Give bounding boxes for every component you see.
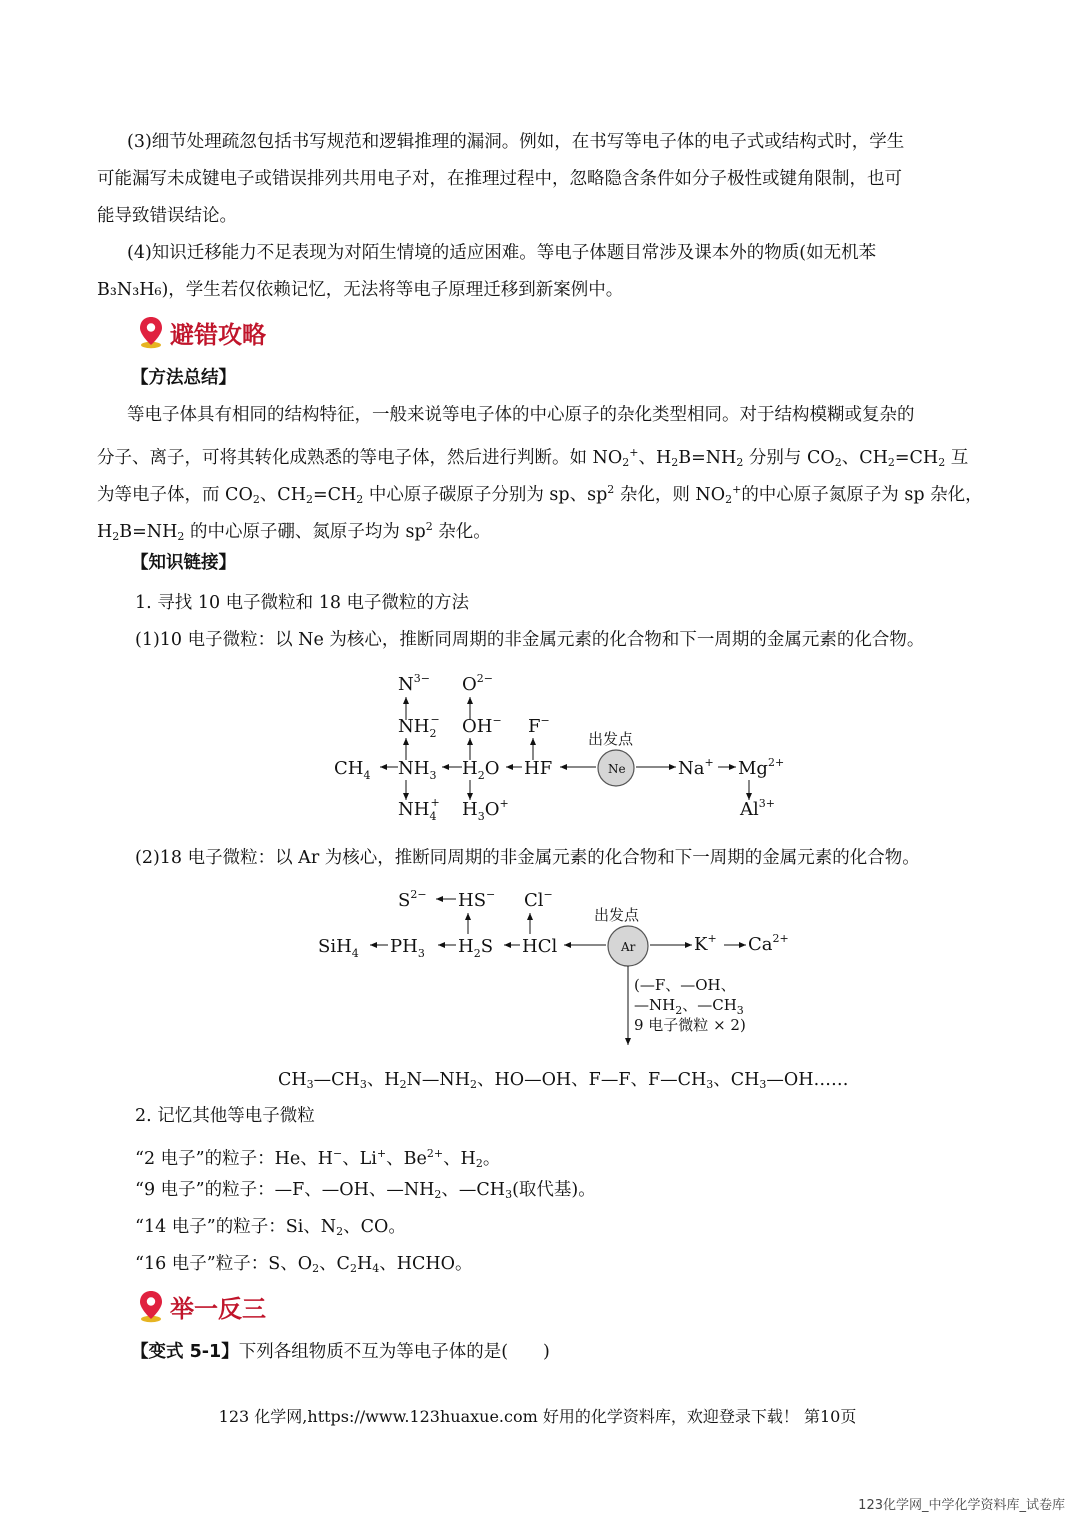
start-point-label: 出发点 bbox=[594, 906, 640, 924]
hcl-label: HCl bbox=[522, 936, 558, 957]
k-label: K+ bbox=[694, 932, 717, 955]
oh-label: OH− bbox=[462, 714, 502, 737]
hf-label: HF bbox=[524, 758, 553, 779]
method-summary-label: 【方法总结】 bbox=[131, 368, 236, 388]
h2o-label: $H_2O$ bbox=[462, 758, 500, 782]
eighteen-electron-examples: $CH_3—CH_3$、$H_2N—NH_2$、HO—OH、F—F、$F—CH_3$、$CH_3—OH\dots\dots$ bbox=[278, 1070, 849, 1091]
substituent-note-3: 9 电子微粒 × 2) bbox=[634, 1016, 746, 1034]
o2-label: $O^{2-}$ bbox=[462, 672, 493, 695]
f-label: F− bbox=[528, 714, 550, 737]
eighteen-electron-diagram bbox=[310, 878, 810, 1053]
ch4-label: $CH_4$ bbox=[334, 758, 371, 782]
watermark-corner-text: 123化学网_中学化学资料库_试卷库 bbox=[858, 1498, 1065, 1513]
ca-label: $Ca^{2+}$ bbox=[748, 932, 789, 955]
ar-core-label: Ar bbox=[621, 940, 636, 954]
knowledge-item-2: 2. 记忆其他等电子微粒 bbox=[135, 1106, 315, 1126]
sih4-label: SiH$_4$ bbox=[318, 936, 359, 960]
paragraph-4-line-2: B₃N₃H₆)，学生若仅依赖记忆，无法将等电子原理迁移到新案例中。 bbox=[97, 280, 624, 300]
two-electron-list: “2 电子”的粒子：He、H−、Li+、$Be^{2+}$、$H_2$。 bbox=[135, 1147, 501, 1170]
paragraph-3-line-2: 可能漏写未成键电子或错误排列共用电子对，在推理过程中，忽略隐含条件如分子极性或键角限制，也可 bbox=[97, 169, 902, 189]
h3o-label: $H_3O^+$ bbox=[462, 797, 509, 823]
knowledge-link-label: 【知识链接】 bbox=[131, 553, 236, 573]
paragraph-3-line-1: (3)细节处理疏忽包括书写规范和逻辑推理的漏洞。例如，在书写等电子体的电子式或结构式时，学生 bbox=[127, 132, 905, 152]
nh2-label: $NH_2-$ bbox=[398, 713, 440, 740]
hs-label: HS− bbox=[458, 888, 496, 911]
sixteen-electron-list: “16 电子”粒子：S、$O_2$、$C_2H_4$、HCHO。 bbox=[135, 1254, 473, 1275]
start-point-label: 出发点 bbox=[588, 730, 634, 748]
knowledge-item-1: 1. 寻找 10 电子微粒和 18 电子微粒的方法 bbox=[135, 593, 470, 613]
exercise-5-1: 【变式 5-1】下列各组物质不互为等电子体的是( ) bbox=[131, 1342, 550, 1362]
knowledge-item-1a: (1)10 电子微粒：以 Ne 为核心，推断同周期的非金属元素的化合物和下一周期的金属元素的化合物。 bbox=[135, 630, 925, 650]
s2-label: $S^{2-}$ bbox=[398, 888, 427, 911]
mg-label: $Mg^{2+}$ bbox=[738, 756, 785, 779]
knowledge-item-1b: (2)18 电子微粒：以 Ar 为核心，推断同周期的非金属元素的化合物和下一周期的金属元素的化合物。 bbox=[135, 848, 920, 868]
paragraph-3-line-3: 能导致错误结论。 bbox=[97, 206, 237, 226]
section-title: 举一反三 bbox=[170, 1294, 266, 1323]
section-title: 避错攻略 bbox=[170, 320, 266, 349]
al-label: $Al^{3+}$ bbox=[740, 797, 775, 820]
method-line-3: 为等电子体，而 $CO_2$、$CH_2=CH_2$ 中心原子碳原子分别为 sp、$sp^2$ 杂化，则 $NO_2^+$的中心原子氮原子为 sp 杂化， bbox=[97, 483, 983, 506]
method-line-4: $H_2B=NH_2$ 的中心原子硼、氮原子均为 $sp^2$ 杂化。 bbox=[97, 520, 491, 543]
section-header-practice bbox=[138, 1288, 266, 1324]
section-header-avoid-errors bbox=[138, 314, 266, 350]
method-line-1: 等电子体具有相同的结构特征，一般来说等电子体的中心原子的杂化类型相同。对于结构模糊或复杂的 bbox=[127, 405, 915, 425]
substituent-note-1: (—F、—OH、 bbox=[634, 976, 736, 994]
paragraph-4-line-1: (4)知识迁移能力不足表现为对陌生情境的适应困难。等电子体题目常涉及课本外的物质(如无机苯 bbox=[127, 243, 877, 263]
n3-label: $N^{3-}$ bbox=[398, 672, 430, 695]
method-line-2: 分子、离子，可将其转化成熟悉的等电子体，然后进行判断。如 $NO_2^+$、$H_2B=NH_2$ 分别与 $CO_2$、$CH_2=CH_2$ 互 bbox=[97, 446, 969, 469]
fourteen-electron-list: “14 电子”的粒子：Si、$N_2$、CO。 bbox=[135, 1217, 406, 1238]
ten-electron-diagram bbox=[320, 660, 800, 825]
cl-label: Cl− bbox=[524, 888, 553, 911]
ph3-label: $PH_3$ bbox=[390, 936, 425, 960]
ne-core-label: Ne bbox=[608, 762, 626, 776]
nine-electron-list: “9 电子”的粒子：—F、—OH、$—NH_2$、$—CH_3$(取代基)。 bbox=[135, 1180, 596, 1201]
nh4-label: $NH_4+$ bbox=[398, 796, 440, 823]
location-pin-icon bbox=[138, 1289, 164, 1323]
h2s-label: $H_2S$ bbox=[458, 936, 494, 960]
substituent-note-2: $—NH_2$、$—CH_3$ bbox=[634, 996, 744, 1017]
na-label: Na+ bbox=[678, 756, 714, 779]
nh3-label: $NH_3$ bbox=[398, 758, 437, 782]
location-pin-icon bbox=[138, 315, 164, 349]
page-footer: 123 化学网,https://www.123huaxue.com 好用的化学资料库，欢迎登录下载！ 第10页 bbox=[218, 1407, 857, 1426]
